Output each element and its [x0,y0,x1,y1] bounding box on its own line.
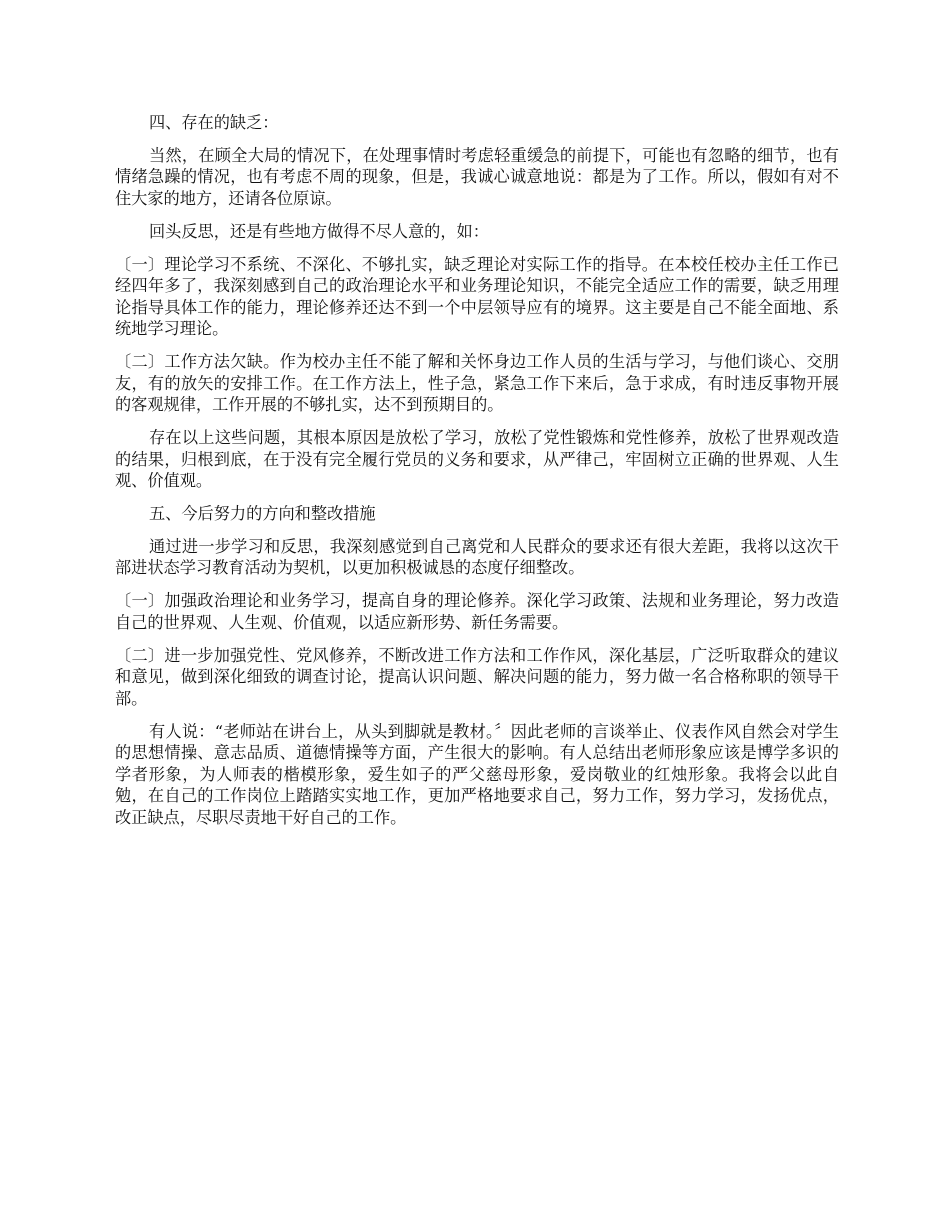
document-body [115,112,839,840]
paragraph: 有人说：“老师站在讲台上，从头到脚就是教材。〞因此老师的言谈举止、仪表作风自然会对学生的思想情操、意志品质、道德情操等方面，产生很大的影响。有人总结出老师形象应该是博学多识的学者形象，为人师表的楷模形象，爱生如子的严父慈母形象，爱岗敬业的红烛形象。我将会以此自勉，在自己的工作岗位上踏踏实实地工作，更加严格地要求自己，努力工作，努力学习，发扬优点，改正缺点，尽职尽责地干好自己的工作。 [115,721,839,827]
heading-shortcomings: 四、存在的缺乏： [149,113,279,132]
paragraph: 回头反思，还是有些地方做得不尽人意的，如： [149,221,489,241]
paragraph: 存在以上这些问题，其根本原因是放松了学习，放松了党性锻炼和党性修养，放松了世界观改造的结果，归根到底，在于没有完全履行党员的义务和要求，从严律己，牢固树立正确的世界观、人生观、价值观。 [115,428,839,491]
heading-improvement-direction: 五、今后努力的方向和整改措施 [149,504,376,524]
list-item: 〔二〕工作方法欠缺。作为校办主任不能了解和关怀身边工作人员的生活与学习，与他们谈心、交朋友，有的放矢的安排工作。在工作方法上，性子急，紧急工作下来后，急于求成，有时违反事物开展的客观规律，工作开展的不够扎实，达不到预期目的。 [115,352,839,415]
list-item: 〔一〕理论学习不系统、不深化、不够扎实，缺乏理论对实际工作的指导。在本校任校办主任工作已经四年多了，我深刻感到自己的政治理论水平和业务理论知识，不能完全适应工作的需要，缺乏用理论指导具体工作的能力，理论修养还达不到一个中层领导应有的境界。这主要是自己不能全面地、系统地学习理论。 [115,254,839,339]
paragraph: 通过进一步学习和反思，我深刻感觉到自己离党和人民群众的要求还有很大差距，我将以这次干部进状态学习教育活动为契机，以更加积极诚恳的态度仔细整改。 [115,536,839,578]
list-item: 〔一〕加强政治理论和业务学习，提高自身的理论修养。深化学习政策、法规和业务理论，努力改造自己的世界观、人生观、价值观，以适应新形势、新任务需要。 [115,591,839,632]
paragraph: 当然，在顾全大局的情况下，在处理事情时考虑轻重缓急的前提下，可能也有忽略的细节，也有情绪急躁的情况，也有考虑不周的现象，但是，我诚心诚意地说：都是为了工作。所以，假如有对不住大家的地方，还请各位原谅。 [115,145,839,208]
list-item: 〔二〕进一步加强党性、党风修养，不断改进工作方法和工作作风，深化基层，广泛听取群众的建议和意见，做到深化细致的调查讨论，提高认识问题、解决问题的能力，努力做一名合格称职的领导干部。 [115,645,839,708]
